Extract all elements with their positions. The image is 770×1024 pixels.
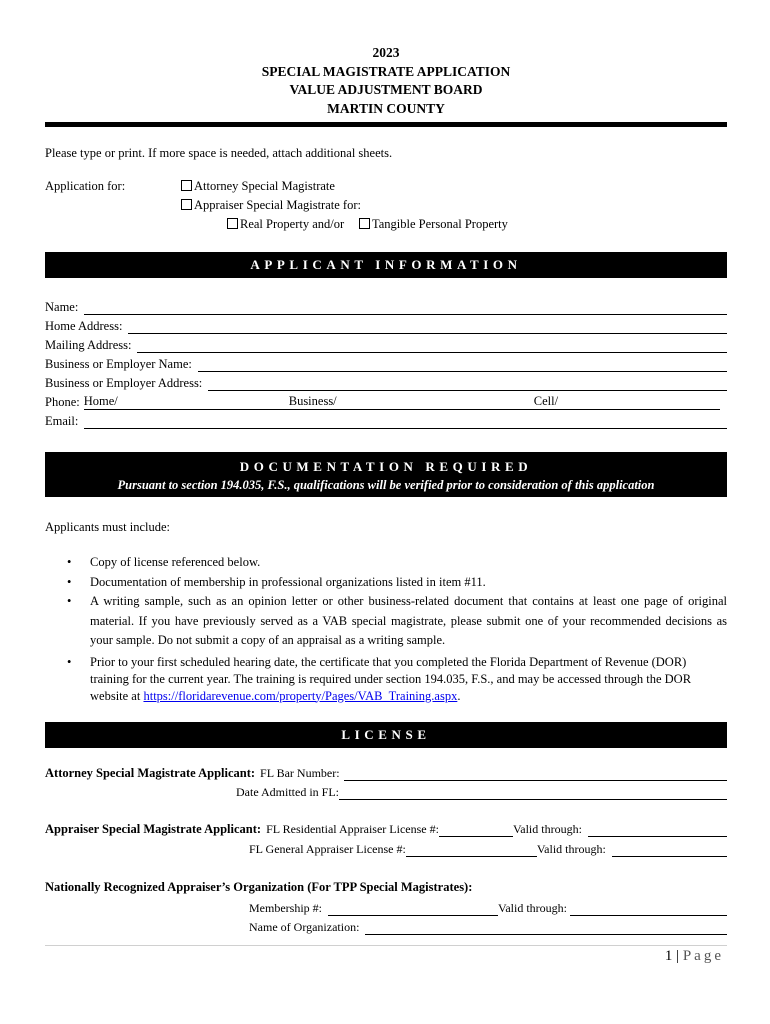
national-org-row [45, 880, 472, 895]
list-item: • Prior to your first scheduled hearing date, the certificate that you completed the Florida Department of Revenue (DOR) training for the current year. The training is required under section 194.035, F.S., and may be accessed through the DOR website at https://floridarevenue.com/property/Pages/VAB_Training.aspx. [67, 654, 692, 703]
list-item: • Documentation of membership in professional organizations listed in item #11. [45, 573, 727, 593]
residential-license-field[interactable] [439, 824, 513, 837]
appraiser-checkbox[interactable] [181, 199, 192, 210]
mailing-address-label: Mailing Address: [45, 338, 132, 352]
name-field[interactable] [84, 302, 727, 315]
applicant-fields [45, 296, 727, 429]
attorney-option[interactable]: Attorney Special Magistrate [181, 178, 335, 194]
instructions: Please type or print. If more space is needed, attach additional sheets. [45, 146, 393, 160]
residential-license-row [45, 822, 727, 837]
license-section [45, 748, 727, 953]
mailing-address-field[interactable] [137, 340, 727, 353]
bullet-icon: • [67, 555, 72, 569]
general-license-row [249, 842, 727, 857]
residential-license-label: FL Residential Appraiser License #: [266, 821, 439, 836]
fl-bar-field[interactable] [344, 768, 727, 781]
list-item: • A writing sample, such as an opinion letter or other business-related document that contains at least one page of original material. If you have previously served as a VAB special magistrate, please submit one of your recommended decisions as your sample. Do not submit a copy of an appraisal as a writing sample. [67, 594, 727, 647]
home-address-label: Home Address: [45, 319, 123, 333]
header-divider [45, 122, 727, 127]
applicant-info-heading: APPLICANT INFORMATION [45, 252, 727, 278]
phone-row [45, 391, 727, 410]
attorney-applicant-label: Attorney Special Magistrate Applicant: [45, 765, 256, 780]
org-name-label: Name of Organization: [249, 919, 360, 934]
date-admitted-field[interactable] [339, 787, 727, 800]
bullet-icon: • [67, 594, 72, 608]
appraiser-option[interactable]: Appraiser Special Magistrate for: [181, 197, 361, 213]
general-valid-field[interactable] [612, 844, 727, 857]
footer-divider [45, 945, 727, 946]
bullet-icon: • [67, 574, 72, 589]
membership-valid-label: Valid through: [498, 900, 567, 915]
real-property-checkbox[interactable] [227, 218, 238, 229]
national-org-label: Nationally Recognized Appraiser’s Organization (For TPP Special Magistrates): [45, 879, 473, 894]
email-field[interactable] [84, 416, 727, 429]
requirements-list [45, 553, 727, 705]
board-name: VALUE ADJUSTMENT BOARD [289, 82, 483, 97]
business-name-label: Business or Employer Name: [45, 357, 192, 371]
page-number: 1 | Page [664, 948, 724, 964]
business-name-field[interactable] [198, 359, 727, 372]
documentation-heading [45, 452, 727, 497]
attorney-checkbox[interactable] [181, 180, 192, 191]
membership-field[interactable] [328, 903, 498, 916]
real-property-option[interactable]: Real Property and/or [227, 216, 344, 232]
form-year: 2023 [372, 45, 400, 60]
license-heading: LICENSE [45, 722, 727, 748]
phone-cell-field[interactable]: Cell/ [534, 394, 720, 410]
bullet-icon: • [67, 654, 72, 669]
date-admitted-label: Date Admitted in FL: [236, 784, 339, 799]
email-label: Email: [45, 414, 79, 428]
dor-training-link[interactable]: https://floridarevenue.com/property/Pages/VAB_Training.aspx [143, 688, 458, 703]
home-address-row[interactable] [45, 315, 727, 334]
form-title: SPECIAL MAGISTRATE APPLICATION [261, 63, 511, 79]
application-for-section [45, 178, 727, 238]
date-admitted-row [236, 785, 727, 800]
mailing-address-row[interactable] [45, 334, 727, 353]
org-name-field[interactable] [365, 922, 727, 935]
appraiser-applicant-label: Appraiser Special Magistrate Applicant: [45, 821, 262, 836]
application-for-label: Application for: [45, 179, 126, 193]
tangible-property-option[interactable]: Tangible Personal Property [359, 216, 508, 232]
application-page [45, 44, 727, 953]
business-address-row[interactable] [45, 372, 727, 391]
fl-bar-label: FL Bar Number: [260, 765, 340, 780]
membership-row [249, 901, 727, 916]
residential-valid-field[interactable] [588, 824, 727, 837]
phone-business-field[interactable]: Business/ [289, 394, 534, 410]
tangible-property-checkbox[interactable] [359, 218, 370, 229]
business-name-row[interactable] [45, 353, 727, 372]
org-name-row [249, 920, 727, 935]
name-label: Name: [45, 300, 79, 314]
business-address-field[interactable] [208, 378, 727, 391]
list-item: • Copy of license referenced below. [45, 553, 727, 573]
membership-valid-field[interactable] [570, 903, 727, 916]
general-license-field[interactable] [406, 844, 537, 857]
general-valid-label: Valid through: [536, 841, 606, 856]
residential-valid-label: Valid through: [512, 821, 582, 836]
phone-label: Phone: [45, 395, 80, 409]
documentation-title: DOCUMENTATION REQUIRED [239, 459, 533, 474]
fl-bar-row [45, 766, 727, 781]
phone-home-field[interactable]: Home/ [84, 394, 289, 410]
county-name: MARTIN COUNTY [327, 100, 445, 116]
email-row[interactable] [45, 410, 727, 429]
name-row[interactable] [45, 296, 727, 315]
general-license-label: FL General Appraiser License #: [249, 841, 406, 856]
membership-label: Membership #: [249, 900, 322, 915]
must-include-label: Applicants must include: [45, 520, 170, 534]
document-header [45, 44, 727, 118]
home-address-field[interactable] [128, 321, 727, 334]
documentation-subtitle: Pursuant to section 194.035, F.S., qualifications will be verified prior to consideration of this application [117, 478, 655, 492]
business-address-label: Business or Employer Address: [45, 376, 203, 390]
